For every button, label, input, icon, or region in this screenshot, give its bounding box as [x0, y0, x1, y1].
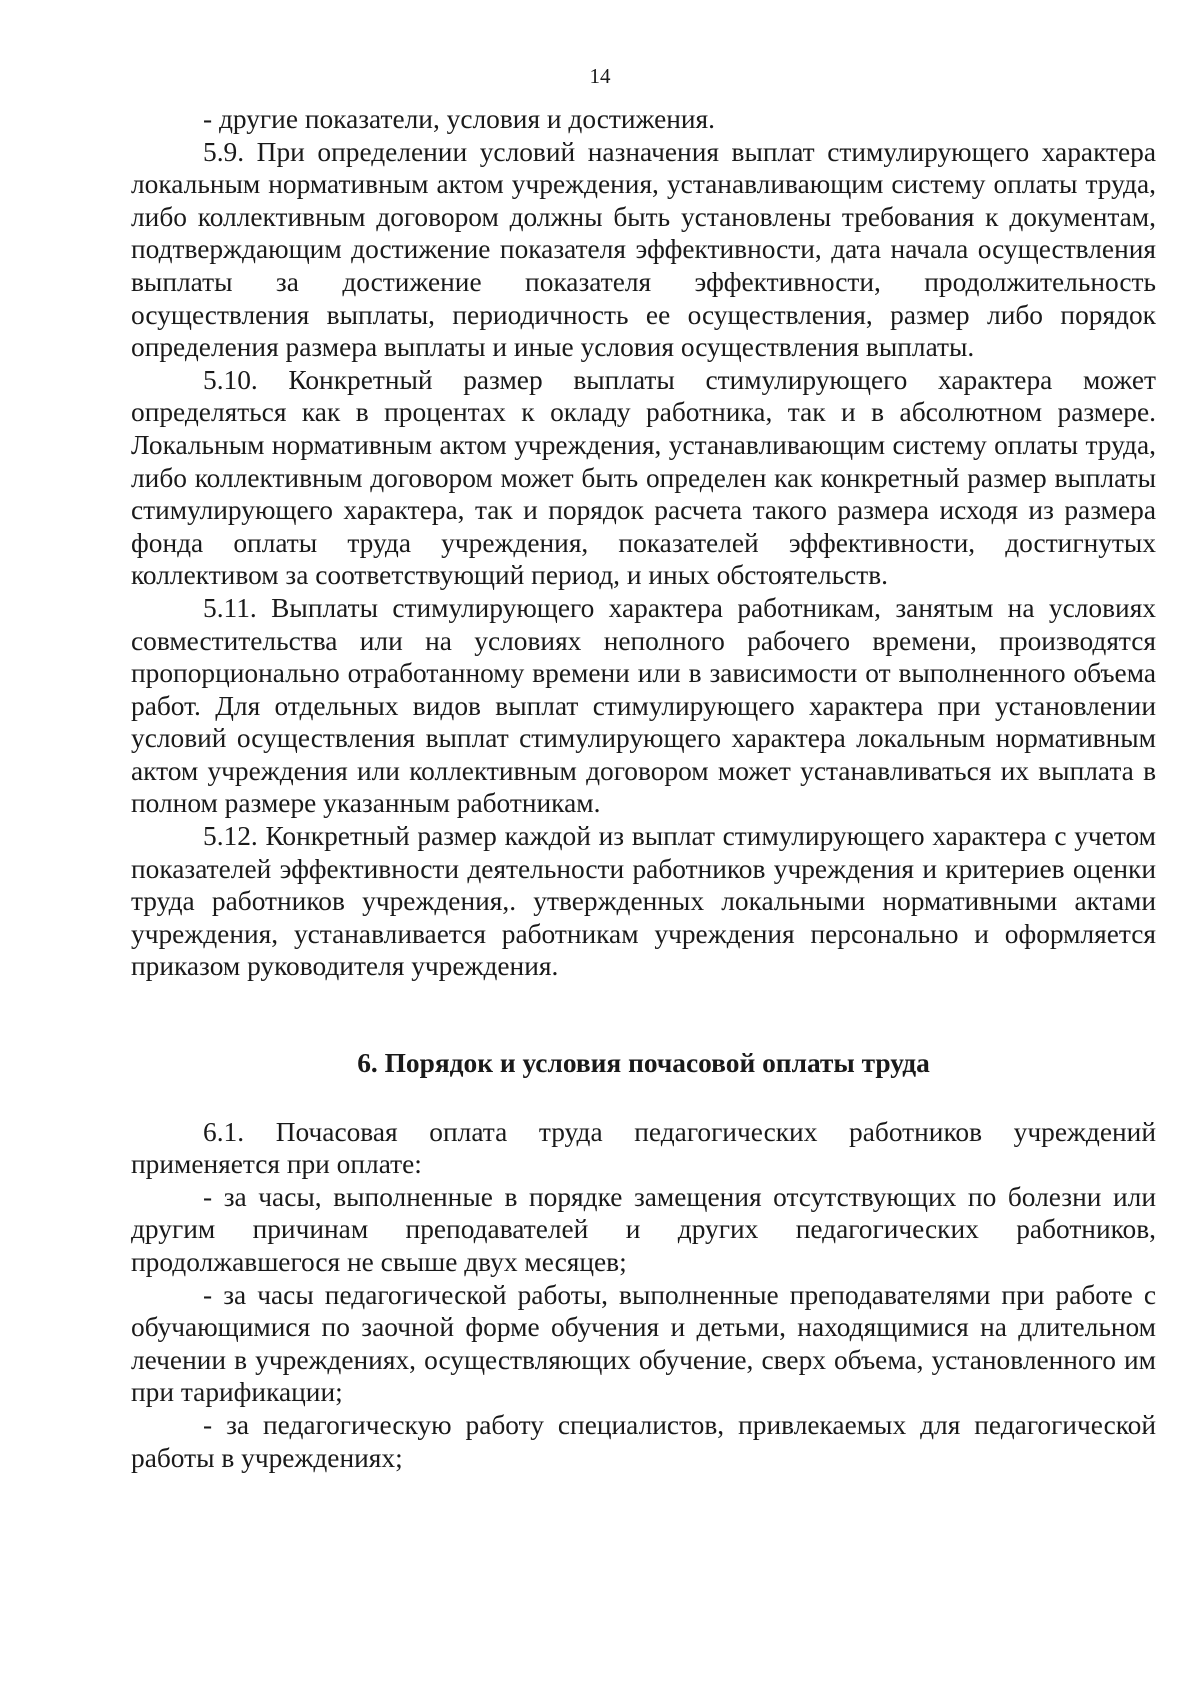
paragraph-6-1: 6.1. Почасовая оплата труда педагогических работников учреждений применяется при оплате: [131, 1116, 1156, 1180]
list-item-correspondence-teaching: - за часы педагогической работы, выполненные преподавателями при работе с обучающимися по заочной форме обучения и детьми, находящимися на длительном лечении в учреждениях, осуществляющих обучение, сверх объема, установленного им при тарификации; [131, 1279, 1156, 1408]
page-number: 14 [589, 64, 611, 88]
paragraph-other-indicators: - другие показатели, условия и достижения. [203, 104, 715, 134]
paragraph-5-10: 5.10. Конкретный размер выплаты стимулирующего характера может определяться как в процентах к окладу работника, так и в абсолютном размере. Локальным нормативным актом учреждения, устанавливающим систему оплаты труда, либо коллективным договором может быть определен как конкретный размер выплаты стимулирующего характера, так и порядок расчета такого размера исходя из размера фонда оплаты труда учреждения, показателей эффективности, достигнутых коллективом за соответствующий период, и иных обстоятельств. [131, 364, 1156, 591]
paragraph-5-11: 5.11. Выплаты стимулирующего характера работникам, занятым на условиях совместительства или на условиях неполного рабочего времени, производятся пропорционально отработанному времени или в зависимости от выполненного объема работ. Для отдельных видов выплат стимулирующего характера при установлении условий осуществления выплат стимулирующего характера локальным нормативным актом учреждения или коллективным договором может устанавливаться их выплата в полном размере указанным работникам. [131, 592, 1156, 819]
list-item-specialists-work: - за педагогическую работу специалистов, привлекаемых для педагогической работы в учреждениях; [131, 1409, 1156, 1473]
paragraph-5-12: 5.12. Конкретный размер каждой из выплат стимулирующего характера с учетом показателей эффективности деятельности работников учреждения и критериев оценки труда работников учреждения,. утвержденных локальными нормативными актами учреждения, устанавливается работникам учреждения персонально и оформляется приказом руководителя учреждения. [131, 821, 1156, 982]
document-body [131, 103, 1156, 1474]
paragraph-5-9: 5.9. При определении условий назначения выплат стимулирующего характера локальным нормативным актом учреждения, устанавливающим систему оплаты труда, либо коллективным договором должны быть установлены требования к документам, подтверждающим достижение показателя эффективности, дата начала осуществления выплаты за достижение показателя эффективности, продолжительность осуществления выплаты, периодичность ее осуществления, размер либо порядок определения размера выплаты и иные условия осуществления выплаты. [131, 136, 1156, 363]
list-item-substitution-hours: - за часы, выполненные в порядке замещения отсутствующих по болезни или другим причинам преподавателей и других педагогических работников, продолжавшегося не свыше двух месяцев; [131, 1181, 1156, 1277]
section-title: 6. Порядок и условия почасовой оплаты труда [357, 1048, 930, 1079]
